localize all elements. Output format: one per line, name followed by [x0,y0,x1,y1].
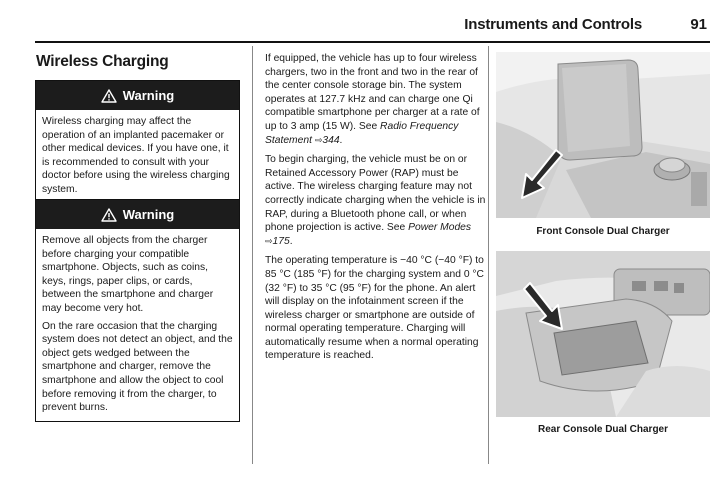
warning-label: Warning [122,88,175,103]
front-console-charger-illustration [496,52,710,218]
body-text-column [265,52,487,369]
warning-text: Remove all objects from the charger before charging your compatible smartphone. Objects, such as coins, keys, rings, paper clips, or cards, between the smartphone and charger may become very hot. [42,235,214,314]
page-ref-arrow-icon: ⇨ [265,235,273,246]
paragraph-operating-temperature: The operating temperature is −40 °C (−40 °F) to 85 °C (185 °F) for the charging system and 0 °C (32 °F) to 35 °C (95 °F) for the phone. An alert will display on the infotainment screen if the wireless charger or smartphone are outside of normal operating temperature. Charging will automatically resume when a normal operating temperature is reached. [265,255,484,362]
warning-header [36,81,239,110]
warning-box-objects [35,199,240,422]
warning-label: Warning [122,207,175,222]
link-radio-frequency-statement[interactable]: Radio Frequency Statement [265,120,459,146]
column-divider-right [488,46,489,464]
rear-console-charger-illustration [496,251,710,417]
page-ref-344[interactable]: 344 [322,134,340,146]
figure-caption-rear: Rear Console Dual Charger [537,424,669,435]
page-ref-arrow-icon: ⇨ [314,134,323,145]
page-ref-175[interactable]: 175 [272,235,290,247]
warning-triangle-icon [101,203,117,232]
section-title: Wireless Charging [36,53,169,70]
figure-caption-front: Front Console Dual Charger [536,226,670,237]
warning-text: On the rare occasion that the charging system does not detect an object, and the object gets wedged between the smartphone and charger, remove the smartphone and allow the object to cool before removing it from the charger, to prevent burns. [42,320,233,414]
paragraph-chargers: If equipped, the vehicle has up to four wireless chargers, two in the front and two in the rear of the center console storage bin. The system operates at 127.7 kHz and can charge one Qi compatible smartphone per charger at a rate of up to 3 amp (15 W). See Radio Frequency Statement ⇨344. [265,53,480,146]
warning-triangle-icon [101,84,117,113]
page-number: 91 [690,16,707,33]
warning-header [36,200,239,229]
header-section-title: Instruments and Controls [464,16,642,33]
header-rule [35,41,710,43]
warning-text: Wireless charging may affect the operation of an implanted pacemaker or other medical devices. If you have one, it is recommended to consult with your doctor before using the wireless charging system. [42,116,230,195]
column-divider-left [252,46,253,464]
paragraph-begin-charging: To begin charging, the vehicle must be on or Retained Accessory Power (RAP) must be active. The wireless charging feature may not correctly indicate charging when the vehicle is in RAP, during a Bluetooth phone call, or when phone projection is active. See Power Modes ⇨175. [265,154,486,247]
warning-box-pacemaker [35,80,240,204]
link-power-modes[interactable]: Power Modes [408,222,472,234]
